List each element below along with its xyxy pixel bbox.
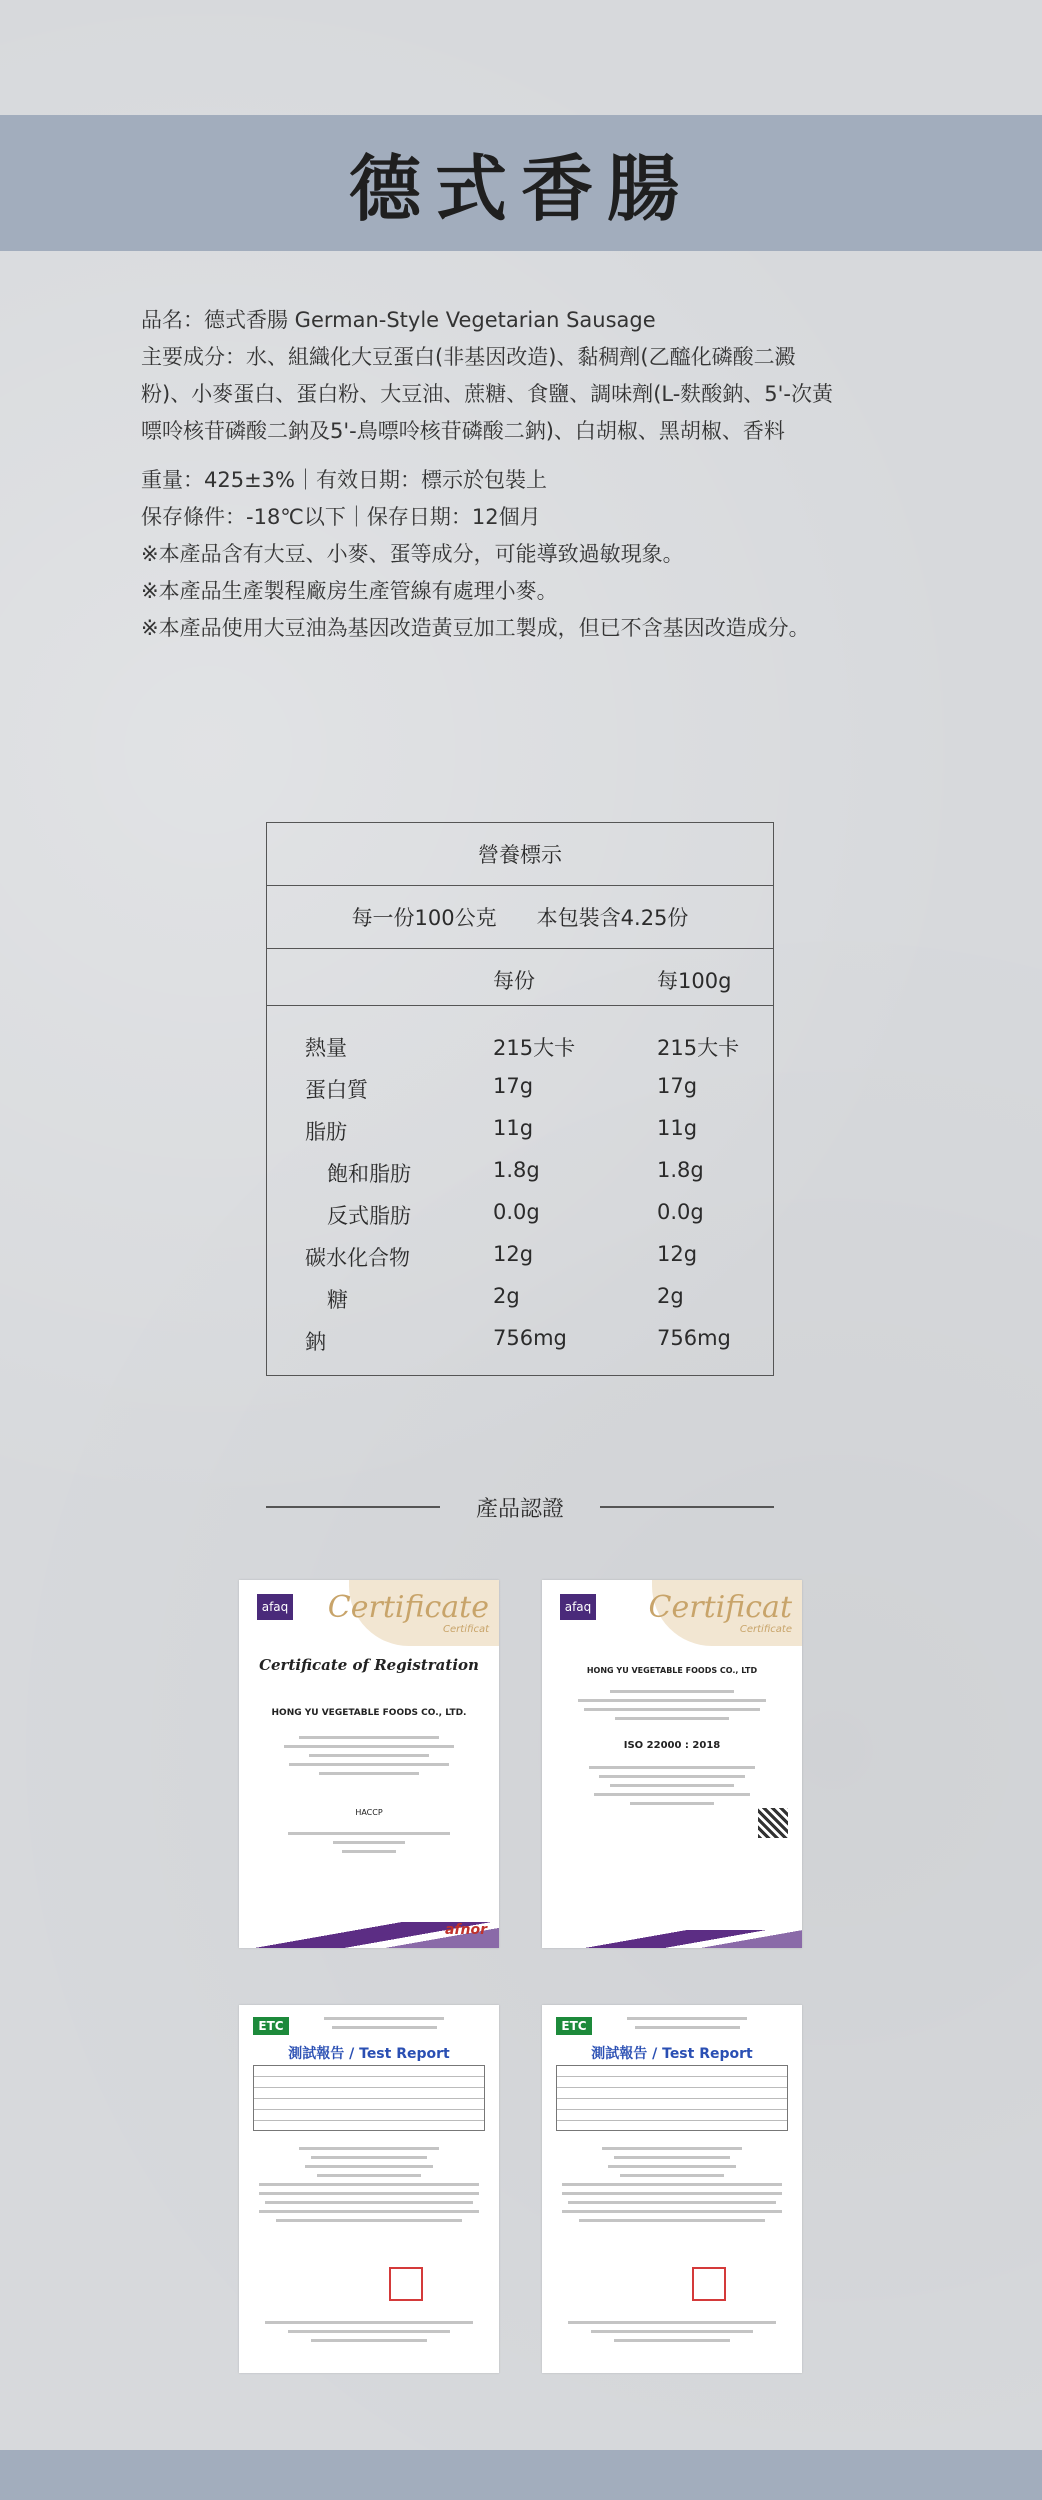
nutrition-table	[266, 822, 774, 1376]
storage-conditions: 保存條件：-18℃以下｜保存日期：12個月	[141, 505, 541, 529]
certificate-signature-lines	[279, 1826, 459, 1859]
nutrient-label: 蛋白質	[305, 1078, 368, 1102]
certificate-standard: ISO 22000 : 2018	[623, 1740, 721, 1751]
certification-title: 產品認證	[476, 1496, 565, 1522]
per-100g-value: 2g	[657, 1284, 684, 1308]
red-seal-icon	[692, 2267, 726, 2301]
per-serving-value: 11g	[493, 1116, 534, 1140]
nutrient-label: 糖	[327, 1288, 348, 1312]
per-serving-value: 215大卡	[493, 1036, 576, 1060]
etc-logo: ETC	[253, 2017, 289, 2035]
weight-expiry: 重量：425±3%｜有效日期：標示於包裝上	[141, 468, 547, 492]
certificate-text-lines	[568, 1760, 776, 1811]
ingredients-line-1: 主要成分：水、組織化大豆蛋白(非基因改造)、黏稠劑(乙醯化磷酸二澱	[141, 345, 796, 369]
certificate-text-lines	[568, 1684, 776, 1726]
iso22000-certificate-image[interactable]	[542, 1580, 802, 1948]
haccp-certificate-image[interactable]	[239, 1580, 499, 1948]
certificate-word: Certificat	[648, 1590, 792, 1625]
divider	[266, 1506, 440, 1508]
soy-oil-note: ※本產品使用大豆油為基因改造黃豆加工製成，但已不含基因改造成分。	[141, 616, 810, 640]
serving-size: 每一份100公克	[351, 906, 497, 930]
servings-per-pack: 本包裝含4.25份	[536, 906, 689, 930]
table-row	[267, 1068, 773, 1110]
per-100g-value: 756mg	[657, 1326, 731, 1350]
nutrient-label: 脂肪	[305, 1120, 347, 1144]
per-serving-value: 12g	[493, 1242, 534, 1266]
page-title: 德式香腸	[348, 146, 693, 231]
afaq-logo: afaq	[257, 1594, 293, 1620]
per-100g-value: 215大卡	[657, 1036, 740, 1060]
afnor-logo: afnor	[444, 1922, 487, 1938]
nutrient-label: 飽和脂肪	[327, 1162, 411, 1186]
report-body-lines	[253, 2141, 485, 2228]
certificate-word: Certificate	[327, 1590, 489, 1625]
certificate-scheme: HACCP	[355, 1808, 383, 1817]
col-per-serving: 每份	[493, 969, 535, 993]
per-100g-value: 11g	[657, 1116, 698, 1140]
qr-code-icon	[758, 1808, 788, 1838]
table-row	[267, 1194, 773, 1236]
per-serving-value: 17g	[493, 1074, 534, 1098]
serving-info	[267, 886, 773, 949]
wheat-note: ※本產品生產製程廠房生產管線有處理小麥。	[141, 579, 558, 603]
report-footer-lines	[253, 2315, 485, 2348]
test-report-image[interactable]	[542, 2005, 802, 2373]
report-table	[253, 2065, 485, 2131]
divider	[600, 1506, 774, 1508]
certificate-word-sub: Certificat	[443, 1624, 489, 1635]
report-title: 測試報告 / Test Report	[591, 2046, 753, 2062]
etc-logo: ETC	[556, 2017, 592, 2035]
test-report-image[interactable]	[239, 2005, 499, 2373]
ingredients-line-3: 嘌呤核苷磷酸二鈉及5'-鳥嘌呤核苷磷酸二鈉)、白胡椒、黑胡椒、香料	[141, 419, 785, 443]
col-per-100g: 每100g	[657, 969, 732, 993]
nutrient-label: 碳水化合物	[305, 1246, 410, 1270]
ingredients-line-2: 粉)、小麥蛋白、蛋白粉、大豆油、蔗糖、食鹽、調味劑(L-麩酸鈉、5'-次黃	[141, 382, 834, 406]
table-row	[267, 1320, 773, 1362]
certification-heading	[266, 1490, 774, 1524]
afaq-logo: afaq	[560, 1594, 596, 1620]
report-header-lines	[612, 2011, 762, 2035]
per-100g-value: 17g	[657, 1074, 698, 1098]
table-row	[267, 1110, 773, 1152]
certificate-word-sub: Certificate	[739, 1624, 792, 1635]
table-row	[267, 1152, 773, 1194]
per-serving-value: 0.0g	[493, 1200, 540, 1224]
certificate-title: Certificate of Registration	[259, 1656, 479, 1674]
certificate-text-lines	[269, 1730, 469, 1781]
allergen-note: ※本產品含有大豆、小麥、蛋等成分，可能導致過敏現象。	[141, 542, 684, 566]
per-serving-value: 756mg	[493, 1326, 567, 1350]
nutrient-label: 反式脂肪	[327, 1204, 411, 1228]
nutrition-heading: 營養標示	[267, 823, 773, 886]
per-100g-value: 1.8g	[657, 1158, 704, 1182]
report-title: 測試報告 / Test Report	[288, 2046, 450, 2062]
table-row	[267, 1026, 773, 1068]
title-band	[0, 115, 1042, 251]
decorative-swoosh	[542, 1930, 802, 1948]
table-row	[267, 1278, 773, 1320]
per-serving-value: 2g	[493, 1284, 520, 1308]
report-body-lines	[556, 2141, 788, 2228]
per-100g-value: 0.0g	[657, 1200, 704, 1224]
certificate-company: HONG YU VEGETABLE FOODS CO., LTD.	[271, 1708, 467, 1718]
certificate-company: HONG YU VEGETABLE FOODS CO., LTD	[586, 1666, 758, 1675]
per-serving-value: 1.8g	[493, 1158, 540, 1182]
nutrient-label: 熱量	[305, 1036, 347, 1060]
table-row	[267, 1236, 773, 1278]
product-info	[141, 302, 911, 647]
per-100g-value: 12g	[657, 1242, 698, 1266]
report-table	[556, 2065, 788, 2131]
bottom-band	[0, 2450, 1042, 2500]
report-header-lines	[309, 2011, 459, 2035]
red-seal-icon	[389, 2267, 423, 2301]
nutrient-label: 鈉	[305, 1330, 326, 1354]
report-footer-lines	[556, 2315, 788, 2348]
product-name: 品名：德式香腸 German-Style Vegetarian Sausage	[141, 308, 656, 332]
nutrition-column-headers	[267, 949, 773, 1006]
nutrition-rows	[267, 1006, 773, 1362]
